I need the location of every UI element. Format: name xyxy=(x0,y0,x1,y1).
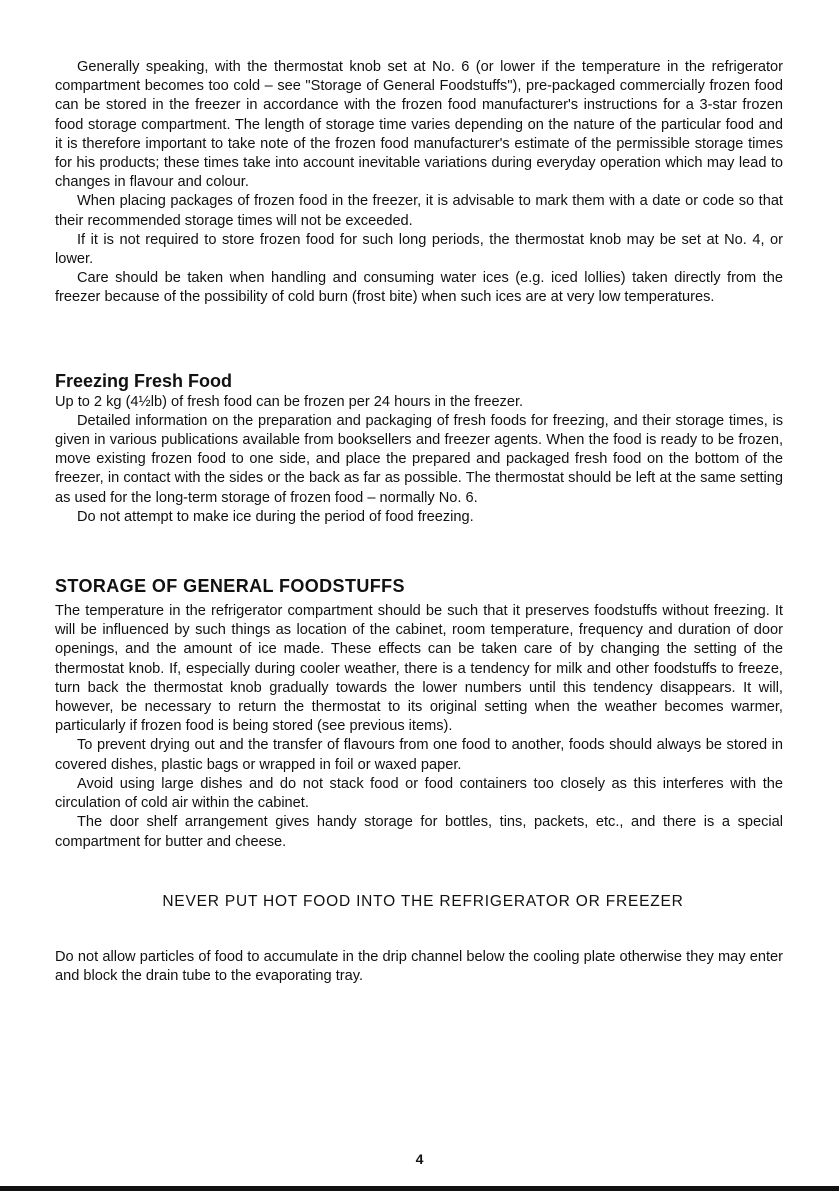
storage-paragraph: Avoid using large dishes and do not stack food or food containers too closely as this interferes with the circulation of cold air within the cabinet. xyxy=(55,775,783,812)
page-number: 4 xyxy=(415,1151,424,1167)
freezing-paragraph: Do not attempt to make ice during the period of food freezing. xyxy=(77,508,474,525)
storage-paragraph: The door shelf arrangement gives handy storage for bottles, tins, packets, etc., and there is a special compartment for butter and cheese. xyxy=(55,814,783,850)
drip-channel-note: Do not allow particles of food to accumulate in the drip channel below the cooling plate otherwise they may enter and block the drain tube to the evaporating tray. xyxy=(55,948,783,984)
freezing-paragraph: Detailed information on the preparation and packaging of fresh foods for freezing, and their storage times, is given in various publications available from booksellers and freezer agents. When the food is ready to be frozen, move existing frozen food to one side, and place the prepared and packaged fresh food on the bottom of the freezer, in contact with the sides or the back as far as possible. The thermostat should be left at the same setting as used for the long-term storage of frozen food – normally No. 6. xyxy=(55,412,783,506)
intro-paragraph: Care should be taken when handling and consuming water ices (e.g. iced lollies) taken directly from the freezer because of the possibility of cold burn (frost bite) when such ices are at very low temperatures. xyxy=(55,270,783,306)
storage-section xyxy=(55,575,783,852)
storage-lead: The temperature in the refrigerator compartment should be such that it preserves foodstuffs without freezing. It will be influenced by such things as location of the cabinet, room temperature, frequency and duration of door openings, and the amount of ice made. These effects can be taken care of by changing the setting of the thermostat knob. If, especially during cooler weather, there is a tendency for milk and other foodstuffs to freeze, turn back the thermostat knob gradually towards the lower numbers until this tendency disappears. It will, however, be necessary to return the thermostat to its original setting when the weather becomes warmer, particularly if frozen food is being stored (see previous items). xyxy=(55,603,783,735)
hot-food-warning: NEVER PUT HOT FOOD INTO THE REFRIGERATOR OR FREEZER xyxy=(162,892,684,910)
intro-paragraph: When placing packages of frozen food in the freezer, it is advisable to mark them with a date or code so that their recommended storage times will not be exceeded. xyxy=(55,193,783,229)
storage-paragraph: To prevent drying out and the transfer of flavours from one food to another, foods should always be stored in covered dishes, plastic bags or wrapped in foil or waxed paper. xyxy=(55,737,783,773)
freezing-lead: Up to 2 kg (4½lb) of fresh food can be frozen per 24 hours in the freezer. xyxy=(55,393,524,410)
freezing-heading: Freezing Fresh Food xyxy=(55,370,233,391)
intro-paragraph: If it is not required to store frozen food for such long periods, the thermostat knob may be set at No. 4, or lower. xyxy=(55,231,783,268)
freezing-section xyxy=(55,370,783,527)
manual-page xyxy=(55,58,783,986)
bottom-rule xyxy=(0,1186,839,1191)
intro-section xyxy=(55,58,783,308)
intro-paragraph: Generally speaking, with the thermostat knob set at No. 6 (or lower if the temperature in the refrigerator compartment becomes too cold – see "Storage of General Foodstuffs"), pre-packaged commercially frozen food can be stored in the freezer in accordance with the frozen food manufacturer's instructions for a 3-star frozen food storage compartment. The length of storage time varies depending on the nature of the particular food and it is therefore important to take note of the frozen food manufacturer's estimate of the permissible storage times for his products; these times take into account inevitable variations during everyday operation which may lead to changes in flavour and colour. xyxy=(55,59,783,191)
storage-heading: STORAGE OF GENERAL FOODSTUFFS xyxy=(55,576,405,597)
